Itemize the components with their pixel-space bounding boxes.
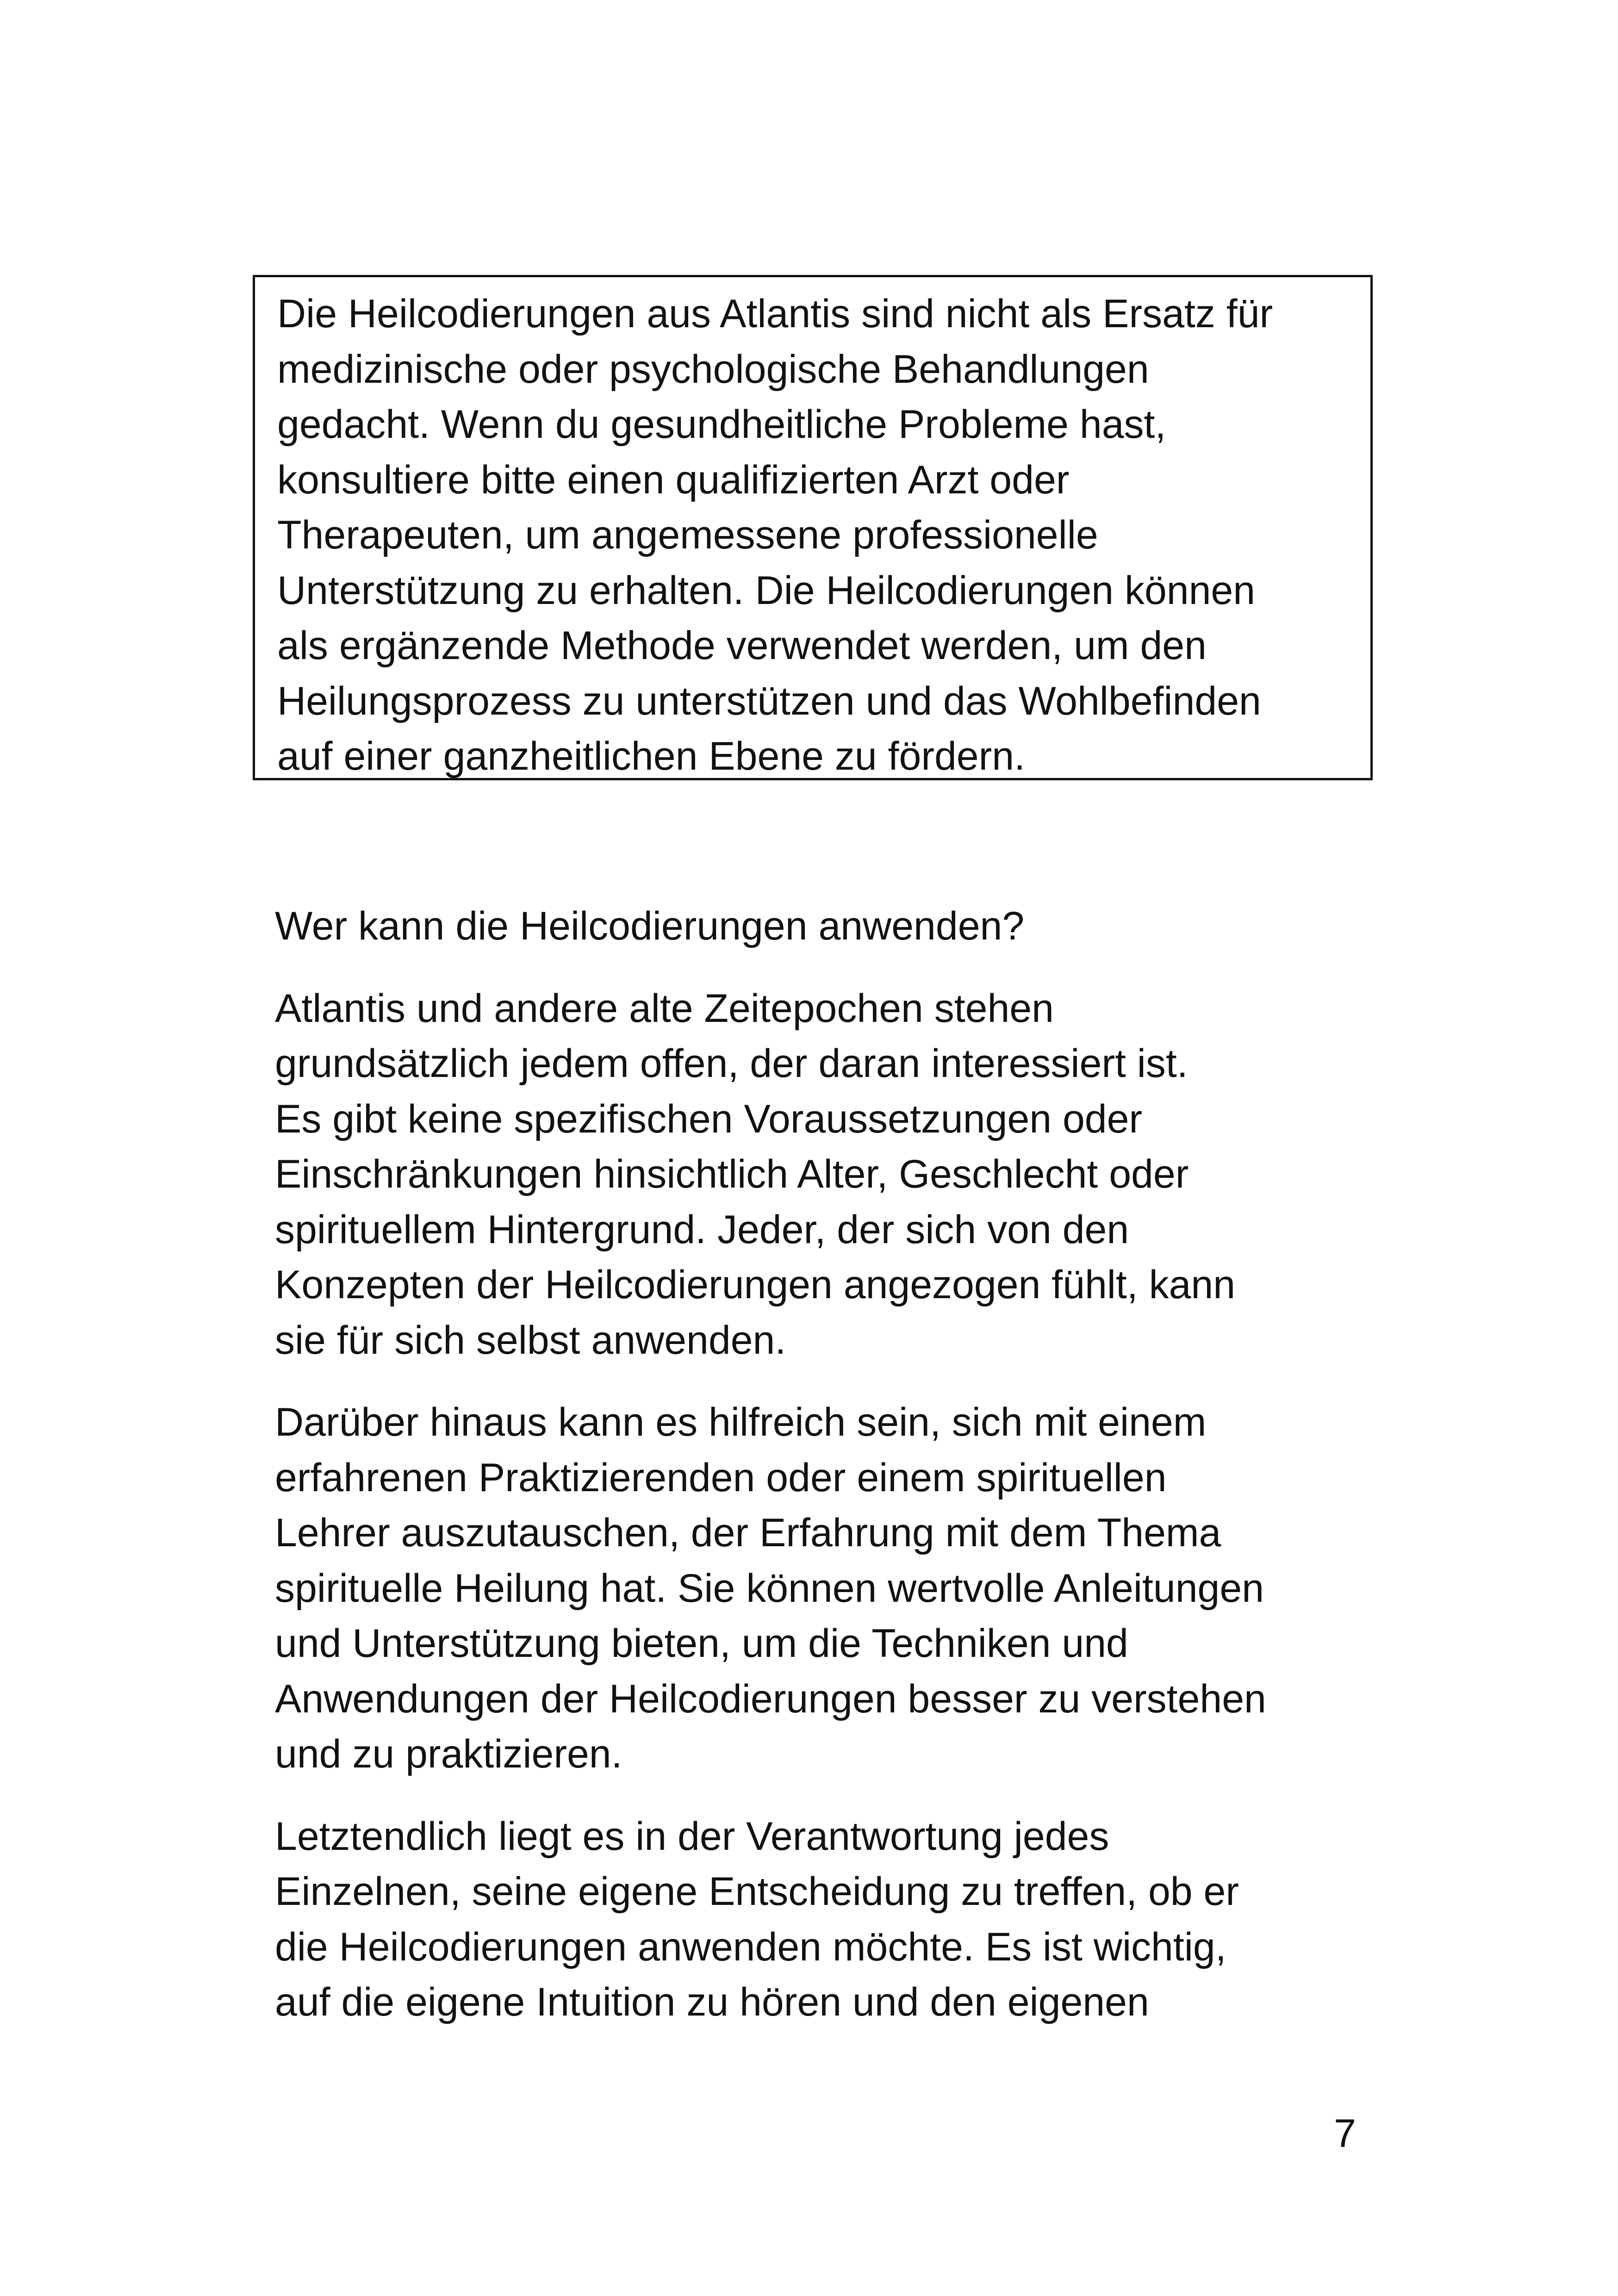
disclaimer-line: Die Heilcodierungen aus Atlantis sind nicht als Ersatz für xyxy=(277,292,1273,336)
disclaimer-line: Unterstützung zu erhalten. Die Heilcodierungen können xyxy=(277,568,1256,613)
paragraph-2 xyxy=(275,1395,1367,1782)
paragraph-line: spirituelle Heilung hat. Sie können wertvolle Anleitungen xyxy=(275,1566,1264,1611)
main-content xyxy=(275,899,1367,2057)
paragraph-line: und Unterstützung bieten, um die Techniken und xyxy=(275,1621,1128,1666)
paragraph-line: Atlantis und andere alte Zeitepochen stehen xyxy=(275,986,1054,1031)
paragraph-line: spirituellem Hintergrund. Jeder, der sich von den xyxy=(275,1207,1129,1252)
paragraph-line: Es gibt keine spezifischen Voraussetzungen oder xyxy=(275,1096,1143,1141)
paragraph-line: und zu praktizieren. xyxy=(275,1732,622,1776)
paragraph-line: Darüber hinaus kann es hilfreich sein, sich mit einem xyxy=(275,1400,1207,1444)
paragraph-line: Lehrer auszutauschen, der Erfahrung mit dem Thema xyxy=(275,1511,1221,1555)
paragraph-1 xyxy=(275,981,1367,1369)
disclaimer-line: Therapeuten, um angemessene professionelle xyxy=(277,513,1098,557)
paragraph-line: Einzelnen, seine eigene Entscheidung zu treffen, ob er xyxy=(275,1869,1239,1914)
disclaimer-line: medizinische oder psychologische Behandlungen xyxy=(277,347,1149,392)
paragraph-line: Einschränkungen hinsichtlich Alter, Geschlecht oder xyxy=(275,1152,1189,1196)
disclaimer-line: auf einer ganzheitlichen Ebene zu fördern. xyxy=(277,734,1025,778)
page-number: 7 xyxy=(1334,2111,1356,2156)
paragraph-line: erfahrenen Praktizierenden oder einem spirituellen xyxy=(275,1455,1167,1500)
paragraph-line: auf die eigene Intuition zu hören und den eigenen xyxy=(275,1980,1149,2024)
section-heading xyxy=(275,899,1367,954)
paragraph-line: Letztendlich liegt es in der Verantwortung jedes xyxy=(275,1814,1109,1859)
paragraph-line: sie für sich selbst anwenden. xyxy=(275,1318,786,1363)
section-heading-text: Wer kann die Heilcodierungen anwenden? xyxy=(275,904,1025,948)
paragraph-line: Konzepten der Heilcodierungen angezogen fühlt, kann xyxy=(275,1263,1236,1307)
disclaimer-line: als ergänzende Methode verwendet werden, um den xyxy=(277,623,1207,668)
disclaimer-box xyxy=(253,275,1373,780)
paragraph-line: die Heilcodierungen anwenden möchte. Es ist wichtig, xyxy=(275,1924,1226,1969)
disclaimer-line: konsultiere bitte einen qualifizierten Arzt oder xyxy=(277,457,1070,502)
paragraph-3 xyxy=(275,1809,1367,2030)
paragraph-line: Anwendungen der Heilcodierungen besser zu verstehen xyxy=(275,1676,1266,1721)
disclaimer-line: gedacht. Wenn du gesundheitliche Probleme hast, xyxy=(277,402,1166,447)
paragraph-line: grundsätzlich jedem offen, der daran interessiert ist. xyxy=(275,1041,1188,1086)
disclaimer-line: Heilungsprozess zu unterstützen und das Wohlbefinden xyxy=(277,678,1261,723)
